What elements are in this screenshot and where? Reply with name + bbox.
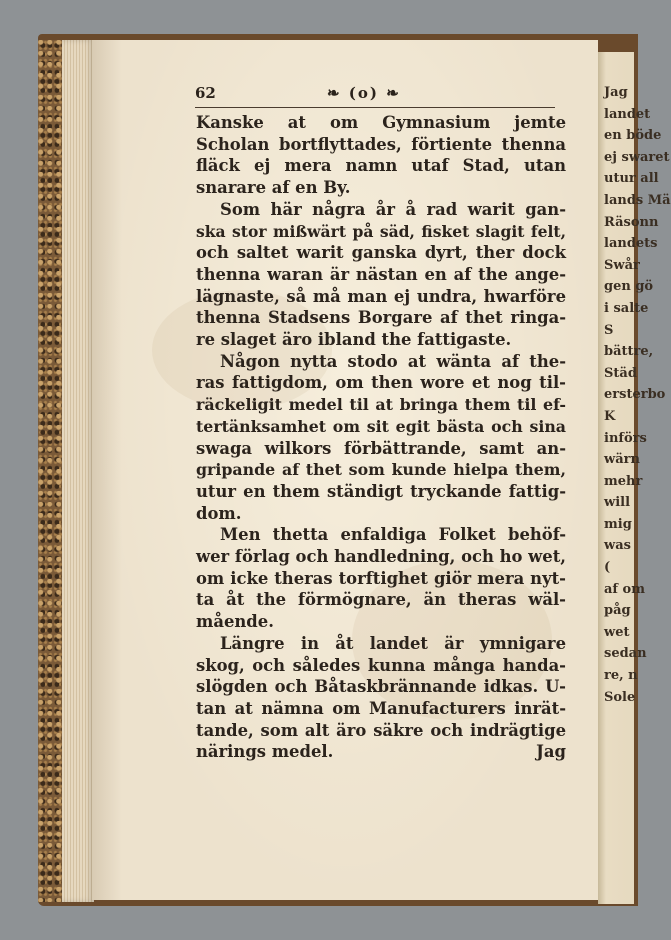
facing-page-fragment: landets xyxy=(604,236,658,252)
facing-page-fragment: ( xyxy=(604,560,611,576)
facing-page-fragment: af om xyxy=(604,581,645,597)
running-header xyxy=(195,84,565,108)
facing-page-fragment: mehr xyxy=(604,473,643,489)
text-line: och saltet warit ganska dyrt, ther dock xyxy=(196,243,566,263)
text-line: skog, och således kunna många handa- xyxy=(196,655,566,675)
facing-page-fragment: Jag xyxy=(604,85,628,100)
facing-page-fragment: re, n xyxy=(604,668,638,684)
text-line: slögden och Båtaskbrännande idkas. U- xyxy=(196,677,566,697)
facing-page-fragment: påg xyxy=(604,603,631,619)
paragraph xyxy=(196,112,566,199)
text-line: thenna Stadsens Borgare af thet ringa- xyxy=(196,308,566,328)
facing-page-fragment: S xyxy=(604,322,614,338)
paragraph xyxy=(196,524,566,633)
marbled-cover-edge xyxy=(38,40,64,902)
facing-page-fragment: ej swaret xyxy=(604,149,670,165)
text-line: Längre in åt landet är ymnigare xyxy=(220,633,566,653)
text-line: lägnaste, så må man ej undra, hwarföre xyxy=(196,286,566,306)
text-line: tertänksamhet om sit egit bästa och sina xyxy=(196,416,566,436)
text-line: Som här några år å rad warit gan- xyxy=(220,199,566,219)
text-line: ska stor mißwärt på säd, fisket slagit felt, xyxy=(196,221,566,241)
text-line: re slaget äro ibland the fattigaste. xyxy=(196,330,512,350)
text-line: Men thetta enfaldiga Folket behöf- xyxy=(220,525,566,545)
facing-page-fragment: Swår xyxy=(604,257,640,273)
paragraph xyxy=(196,633,566,742)
text-line: Kanske at om Gymnasium jemte xyxy=(196,113,566,132)
page-block-edges xyxy=(62,40,94,902)
text-line: utur en them ständigt tryckande fattig- xyxy=(196,481,566,501)
text-line: Någon nytta stodo at wänta af the- xyxy=(220,351,566,371)
text-line: dom. xyxy=(196,503,242,523)
facing-page-fragment: wet xyxy=(604,624,630,640)
page-number: 62 xyxy=(195,84,216,102)
text-line: mående. xyxy=(196,612,274,632)
facing-page-fragment: wärn xyxy=(604,452,640,468)
facing-page-fragment: ersterbo xyxy=(604,387,666,403)
text-line: tan at nämna om Manufacturers inrät- xyxy=(196,698,566,718)
text-line: gripande af thet som kunde hielpa them, xyxy=(196,460,566,480)
facing-page-fragment: mig xyxy=(604,516,632,532)
text-line: swaga wilkors förbättrande, samt an- xyxy=(196,438,566,458)
facing-page-fragment: sedan xyxy=(604,646,647,662)
facing-page-fragment: gen gö xyxy=(604,279,654,295)
facing-page-fragment: will xyxy=(604,495,631,511)
header-ornament: ❧ (o) ❧ xyxy=(327,84,401,102)
facing-page-fragment: bättre, xyxy=(604,344,654,360)
facing-page-edge xyxy=(598,52,671,904)
text-line: snarare af en By. xyxy=(196,178,351,198)
text-line: ta åt the förmögnare, än theras wäl- xyxy=(196,590,566,610)
text-line: om icke theras torftighet giör mera nyt- xyxy=(196,568,566,588)
facing-page-text xyxy=(598,82,671,708)
paragraph xyxy=(196,351,566,525)
text-line: räckeligit medel til at bringa them til ef- xyxy=(196,395,566,415)
text-line: ras fattigdom, om then wore et nog til- xyxy=(196,373,566,393)
body-text xyxy=(196,112,566,763)
facing-page-fragment: was xyxy=(604,538,631,554)
paragraph xyxy=(196,199,566,351)
text-line: tande, som alt äro säkre och indrägtige xyxy=(196,720,566,740)
facing-page-fragment: Räsonn xyxy=(604,214,659,230)
facing-page-fragment: K xyxy=(604,408,616,424)
text-line: wer förlag och handledning, och ho wet, xyxy=(196,547,566,567)
facing-page-fragment: landet xyxy=(604,106,651,122)
facing-page-fragment: en böde xyxy=(604,128,662,144)
text-line: fläck ej mera namn utaf Stad, utan xyxy=(196,156,566,176)
text-line: närings medel. xyxy=(196,742,334,762)
facing-page-fragment: i salte xyxy=(604,300,649,316)
header-rule xyxy=(195,107,555,108)
text-line: Scholan bortflyttades, förtiente thenna xyxy=(196,134,566,154)
facing-page-fragment: lands Mä xyxy=(604,192,671,208)
catchword: Jag xyxy=(536,742,566,762)
final-line xyxy=(196,741,566,763)
facing-page-fragment: Sole xyxy=(604,689,636,705)
facing-page-fragment: Städ xyxy=(604,365,637,381)
text-line: thenna waran är nästan en af the ange- xyxy=(196,264,566,284)
facing-page-fragment: utur all xyxy=(604,171,659,187)
facing-page-fragment: införs xyxy=(604,430,647,446)
